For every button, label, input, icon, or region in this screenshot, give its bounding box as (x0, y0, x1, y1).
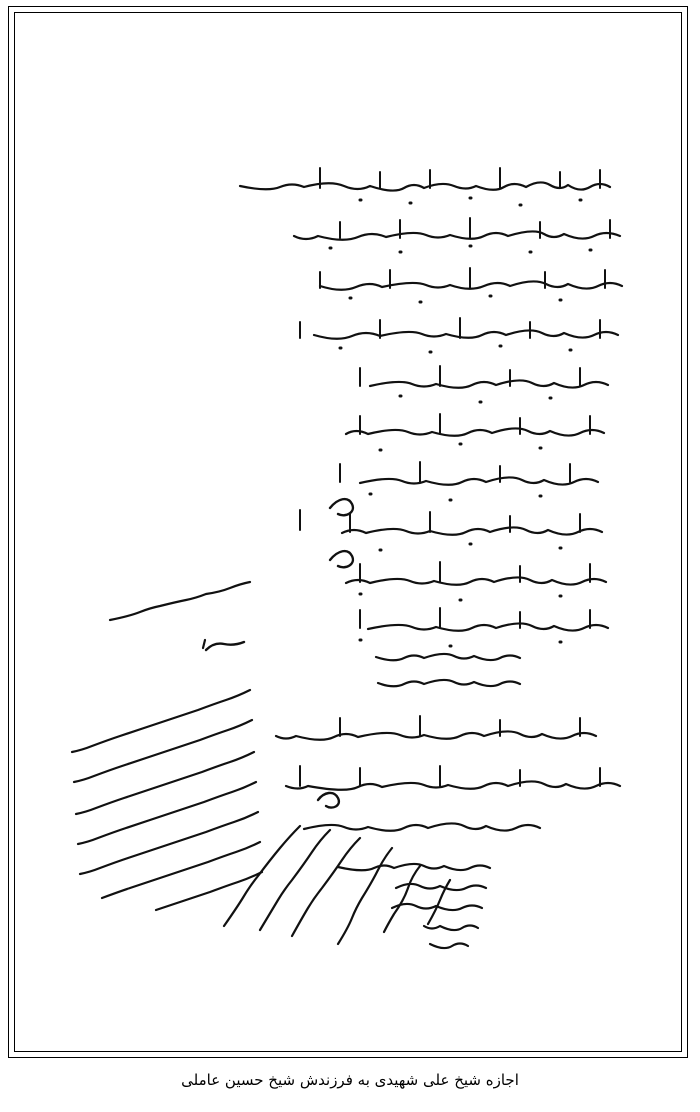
ascenders (300, 168, 610, 786)
diacritics (330, 198, 591, 646)
margin-notes (72, 582, 450, 944)
image-caption: اجازه شیخ علی شهیدی به فرزندش شیخ حسین عاملی (181, 1071, 519, 1089)
main-text-block (240, 182, 622, 948)
signatures (206, 499, 353, 808)
